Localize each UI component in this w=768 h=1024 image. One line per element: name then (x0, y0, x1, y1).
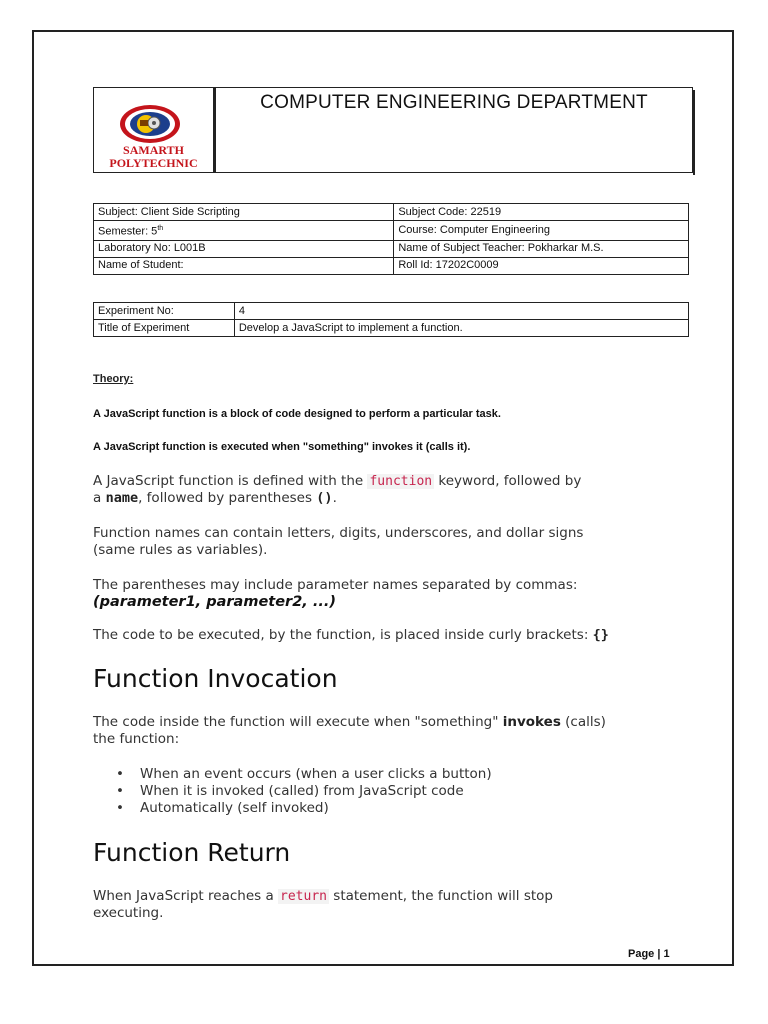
table-row (94, 303, 689, 320)
logo-cell (94, 88, 215, 172)
text-span: (calls) (560, 714, 606, 730)
function-return-heading: Function Return (93, 838, 291, 867)
semester-superscript: th (157, 225, 164, 232)
function-definition-paragraph (93, 473, 693, 507)
subject-code-cell: Subject Code: 22519 (394, 204, 689, 221)
text-span: keyword, followed by (434, 473, 582, 489)
name-keyword: name (105, 490, 139, 506)
return-keyword: return (280, 889, 327, 904)
text-span: When JavaScript reaches a (93, 888, 279, 904)
invocation-list (140, 766, 492, 817)
logo-name-line2: POLYTECHNIC (109, 156, 198, 170)
text-span: Function names can contain letters, digits, underscores, and dollar signs (93, 525, 584, 541)
text-span: A JavaScript function is defined with the (93, 473, 368, 489)
parentheses-keyword: () (316, 490, 333, 506)
text-span: (same rules as variables). (93, 542, 268, 558)
student-name-cell: Name of Student: (94, 257, 394, 274)
logo-name-line1: SAMARTH (123, 143, 184, 157)
experiment-title-value: Develop a JavaScript to implement a function. (234, 320, 688, 337)
table-row (94, 320, 689, 337)
return-paragraph (93, 888, 693, 922)
invocation-paragraph (93, 714, 693, 748)
text-span: The code to be executed, by the function, is placed inside curly brackets: (93, 627, 593, 643)
subject-info-table (93, 203, 689, 275)
document-header (93, 87, 693, 173)
experiment-title-label: Title of Experiment (94, 320, 235, 337)
list-item: • When an event occurs (when a user clicks a button) (140, 766, 492, 783)
list-item: • When it is invoked (called) from JavaScript code (140, 783, 492, 800)
title-cell (215, 88, 692, 172)
parameters-paragraph (93, 577, 693, 611)
table-row (94, 240, 689, 257)
text-span: statement, the function will stop (329, 888, 554, 904)
text-span: , followed by parentheses (138, 490, 317, 506)
function-invocation-heading: Function Invocation (93, 664, 338, 693)
text-span: executing. (93, 905, 164, 921)
braces-keyword: {} (592, 627, 609, 643)
function-names-paragraph (93, 525, 693, 559)
samarth-logo-icon (118, 104, 182, 144)
text-span: The parentheses may include parameter names separated by commas: (93, 577, 578, 593)
table-row (94, 221, 689, 241)
theory-heading: Theory: (93, 373, 134, 385)
experiment-table (93, 302, 689, 337)
parameters-example: (parameter1, parameter2, ...) (93, 594, 336, 610)
experiment-no-value: 4 (234, 303, 688, 320)
department-title: COMPUTER ENGINEERING DEPARTMENT (260, 92, 648, 113)
page-number-label: Page | 1 (628, 948, 670, 960)
semester-text: Semester: 5 (98, 225, 158, 238)
text-span: The code inside the function will execute when "something" (93, 714, 503, 730)
semester-cell (94, 221, 394, 241)
text-span: . (332, 490, 337, 506)
table-row (94, 204, 689, 221)
invokes-keyword: invokes (502, 714, 561, 730)
text-span: the function: (93, 731, 180, 747)
experiment-no-label: Experiment No: (94, 303, 235, 320)
page-number (628, 948, 670, 960)
lab-no-cell: Laboratory No: L001B (94, 240, 394, 257)
function-keyword: function (369, 474, 433, 489)
theory-line-1: A JavaScript function is a block of code designed to perform a particular task. (93, 408, 501, 420)
text-span: a (93, 490, 106, 506)
teacher-cell: Name of Subject Teacher: Pokharkar M.S. (394, 240, 689, 257)
roll-id-cell: Roll Id: 17202C0009 (394, 257, 689, 274)
table-row (94, 257, 689, 274)
theory-line-2: A JavaScript function is executed when "something" invokes it (calls it). (93, 441, 471, 453)
subject-cell: Subject: Client Side Scripting (94, 204, 394, 221)
list-item: • Automatically (self invoked) (140, 800, 492, 817)
curly-brackets-paragraph (93, 627, 693, 644)
course-cell: Course: Computer Engineering (394, 221, 689, 241)
